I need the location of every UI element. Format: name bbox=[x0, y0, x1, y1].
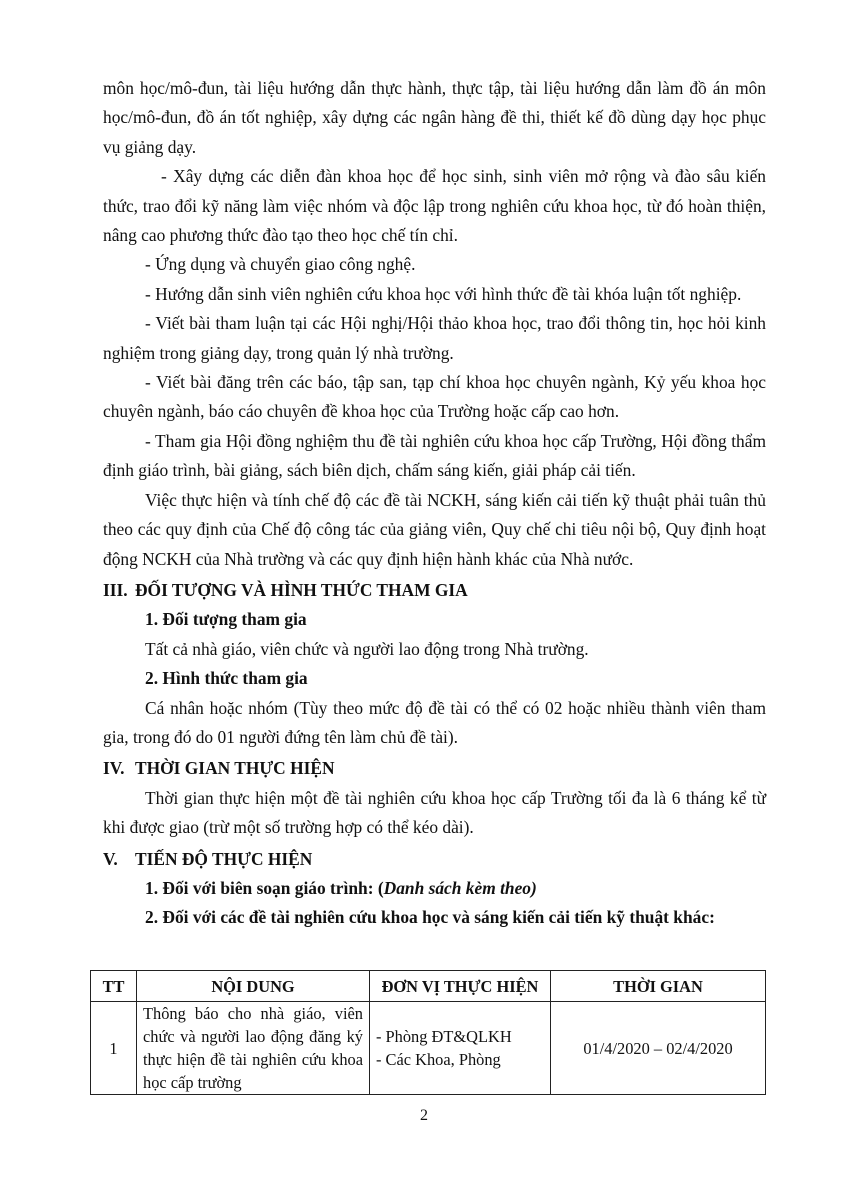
column-header-time: THỜI GIAN bbox=[551, 971, 766, 1002]
cell-content: Thông báo cho nhà giáo, viên chức và người lao động đăng ký thực hiện đề tài nghiên cứu khoa học cấp trường bbox=[137, 1002, 370, 1095]
section-heading-4 bbox=[103, 754, 766, 783]
schedule-table bbox=[90, 970, 766, 1095]
paragraph: - Tham gia Hội đồng nghiệm thu đề tài nghiên cứu khoa học cấp Trường, Hội đồng thẩm định giáo trình, bài giảng, sách biên dịch, chấm sáng kiến, giải pháp cải tiến. bbox=[103, 430, 766, 481]
paragraph: môn học/mô-đun, tài liệu hướng dẫn thực hành, thực tập, tài liệu hướng dẫn làm đồ án môn học/mô-đun, đồ án tốt nghiệp, xây dựng các ngân hàng đề thi, thiết kế đồ dùng dạy học phục vụ giảng dạy. bbox=[103, 78, 766, 157]
section-title: TIẾN ĐỘ THỰC HIỆN bbox=[135, 848, 313, 869]
table-header-row bbox=[91, 971, 766, 1002]
page-number: 2 bbox=[420, 1107, 428, 1124]
paragraph: - Ứng dụng và chuyển giao công nghệ. bbox=[145, 254, 416, 275]
paragraph: Tất cả nhà giáo, viên chức và người lao động trong Nhà trường. bbox=[145, 638, 589, 659]
subsection-heading bbox=[103, 874, 766, 903]
paragraph: Việc thực hiện và tính chế độ các đề tài NCKH, sáng kiến cải tiến kỹ thuật phải tuân thủ theo các quy định của Chế độ công tác của giảng viên, Quy chế chi tiêu nội bộ, Quy định hoạt động NCKH của Nhà trường và các quy định hiện hành khác của Nhà nước. bbox=[103, 489, 766, 569]
page-body bbox=[103, 74, 766, 933]
subsection-heading: 2. Hình thức tham gia bbox=[145, 668, 308, 689]
subsection-note: Danh sách kèm theo) bbox=[383, 877, 537, 898]
column-header-content: NỘI DUNG bbox=[137, 971, 370, 1002]
paragraph: - Hướng dẫn sinh viên nghiên cứu khoa học với hình thức đề tài khóa luận tốt nghiệp. bbox=[145, 283, 742, 304]
section-title: ĐỐI TƯỢNG VÀ HÌNH THỨC THAM GIA bbox=[135, 579, 468, 600]
paragraph: - Viết bài đăng trên các báo, tập san, tạp chí khoa học chuyên ngành, Kỷ yếu khoa học chuyên ngành, báo cáo chuyên đề khoa học của Trường hoặc cấp cao hơn. bbox=[103, 372, 766, 422]
section-number: III. bbox=[103, 579, 128, 600]
cell-time: 01/4/2020 – 02/4/2020 bbox=[551, 1002, 766, 1095]
section-heading-3 bbox=[103, 576, 766, 605]
section-number: V. bbox=[103, 848, 118, 869]
column-header-unit: ĐƠN VỊ THỰC HIỆN bbox=[370, 971, 551, 1002]
subsection-heading: 1. Đối tượng tham gia bbox=[145, 609, 307, 630]
subsection-heading: 2. Đối với các đề tài nghiên cứu khoa học và sáng kiến cải tiến kỹ thuật khác: bbox=[145, 907, 715, 928]
column-header-tt: TT bbox=[91, 971, 137, 1002]
section-number: IV. bbox=[103, 758, 125, 779]
unit-line: - Phòng ĐT&QLKH bbox=[376, 1027, 512, 1046]
unit-line: - Các Khoa, Phòng bbox=[376, 1050, 501, 1069]
section-title: THỜI GIAN THỰC HIỆN bbox=[135, 758, 335, 779]
cell-unit bbox=[370, 1002, 551, 1095]
paragraph: Cá nhân hoặc nhóm (Tùy theo mức độ đề tài có thể có 02 hoặc nhiều thành viên tham gia, trong đó do 01 người đứng tên làm chủ đề tài). bbox=[103, 697, 766, 747]
table-row bbox=[91, 1002, 766, 1095]
paragraph: - Xây dựng các diễn đàn khoa học để học sinh, sinh viên mở rộng và đào sâu kiến thức, trao đổi kỹ năng làm việc nhóm và độc lập trong nghiên cứu khoa học, từ đó hoàn thiện, nâng cao phương thức đào tạo theo học chế tín chỉ. bbox=[103, 166, 766, 246]
paragraph: Thời gian thực hiện một đề tài nghiên cứu khoa học cấp Trường tối đa là 6 tháng kể từ khi được giao (trừ một số trường hợp có thể kéo dài). bbox=[103, 787, 766, 838]
section-heading-5 bbox=[103, 845, 766, 874]
cell-tt: 1 bbox=[91, 1002, 137, 1095]
subsection-title: 1. Đối với biên soạn giáo trình: ( bbox=[145, 877, 384, 898]
paragraph: - Viết bài tham luận tại các Hội nghị/Hội thảo khoa học, trao đổi thông tin, học hỏi kinh nghiệm trong giảng dạy, trong quản lý nhà trường. bbox=[103, 313, 766, 363]
